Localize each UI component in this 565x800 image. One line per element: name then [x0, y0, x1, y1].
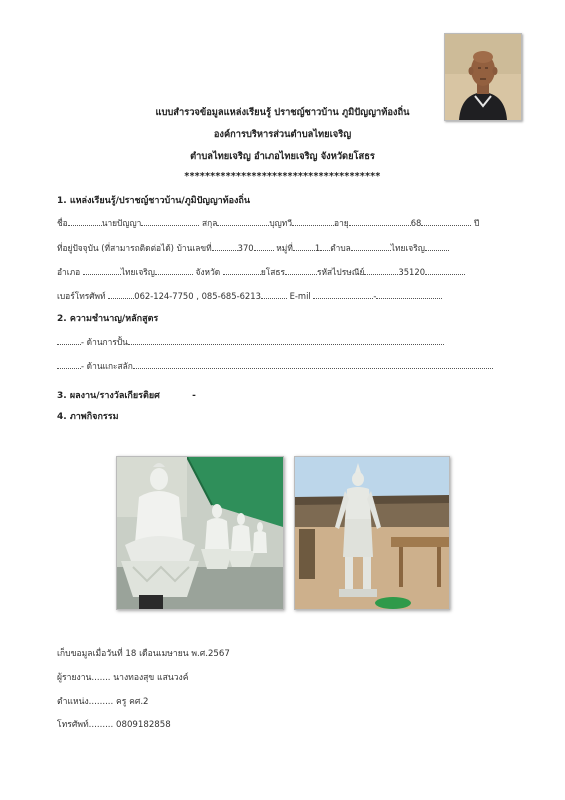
section1-title: 1. แหล่งเรียนรู้/ปราชญ์ชาวบ้าน/ภูมิปัญญาท้องถิ่น: [57, 196, 251, 206]
email-label: E-mil: [289, 291, 311, 301]
position-line: [57, 694, 149, 708]
age-unit: ปี: [474, 218, 480, 228]
activity-photo-standing-statue: [294, 456, 450, 610]
form-title: แบบสำรวจข้อมูลแหล่งเรียนรู้ ปราชญ์ชาวบ้าน ภูมิปัญญาท้องถิ่น: [155, 107, 410, 118]
surname-label: สกุล: [202, 218, 218, 228]
phone-value: 062-124-7750 , 085-685-6213: [134, 291, 261, 301]
stars-divider: **************************************: [184, 171, 381, 182]
name-value: นายปัญญา: [101, 218, 142, 228]
age-label: อายุ: [334, 218, 349, 228]
reporter-label: ผู้รายงาน.......: [57, 673, 111, 683]
activity-photo-buddha-statues: [116, 456, 284, 610]
contact-phone-line: [57, 717, 171, 731]
address-line: [57, 241, 449, 255]
collection-date: เก็บขอมูลเมื่อวันที่ 18 เดือนเมษายน พ.ศ.2567: [57, 649, 230, 659]
location-line: ตำบลไทยเจริญ อำเภอไทยเจริญ จังหวัดยโสธร: [190, 151, 375, 162]
skill-item-1: - ด้านการปั้น: [81, 337, 128, 347]
age-value: 68: [410, 218, 422, 228]
reporter-name: นางทองสุข แสนวงค์: [113, 673, 189, 683]
position-value: ครู คศ.2: [116, 697, 149, 707]
tambon-label: ตำบล: [330, 243, 351, 253]
amphoe-value: ไทยเจริญ: [120, 267, 155, 277]
position-label: ตำแหน่ง.........: [57, 697, 114, 707]
skill-item: [57, 359, 493, 373]
phone-label: เบอร์โทรศัพท์: [57, 291, 106, 301]
skill-item: [57, 335, 444, 349]
awards-value: -: [192, 391, 196, 401]
reporter-line: [57, 670, 188, 684]
amphoe-label: อำเภอ: [57, 267, 81, 277]
surname-value: บุญทวี: [269, 218, 293, 228]
moo-value: 1: [314, 243, 321, 253]
section4-title: 4. ภาพกิจกรรม: [57, 412, 119, 422]
name-label: ชื่อ: [57, 218, 68, 228]
contact-phone-label: โทรศัพท์.........: [57, 720, 114, 730]
section3-title: 3. ผลงาน/รางวัลเกียรติยศ -: [57, 391, 196, 401]
house-number: 370: [237, 243, 254, 253]
amphoe-line: [57, 265, 465, 279]
phone-line: [57, 289, 442, 303]
contact-phone-value: 0809182858: [116, 720, 171, 730]
address-label: ที่อยู่ปัจจุบัน (ที่สามารถติดต่อได้) บ้านเลขที่: [57, 243, 212, 253]
name-line: [57, 216, 479, 230]
organization-name: องค์การบริหารส่วนตำบลไทยเจริญ: [213, 129, 352, 140]
postcode-label: รหัสไปรษณีย์: [317, 267, 365, 277]
province-value: ยโสธร: [260, 267, 286, 277]
email-value: -: [373, 291, 377, 301]
postcode-value: 35120: [398, 267, 426, 277]
moo-label: หมู่ที่: [276, 243, 293, 253]
province-label: จังหวัด: [195, 267, 221, 277]
section2-title: 2. ความชำนาญ/หลักสูตร: [57, 314, 159, 324]
skill-item-2: - ด้านแกะสลัก: [81, 361, 133, 371]
tambon-value: ไทยเจริญ: [390, 243, 425, 253]
